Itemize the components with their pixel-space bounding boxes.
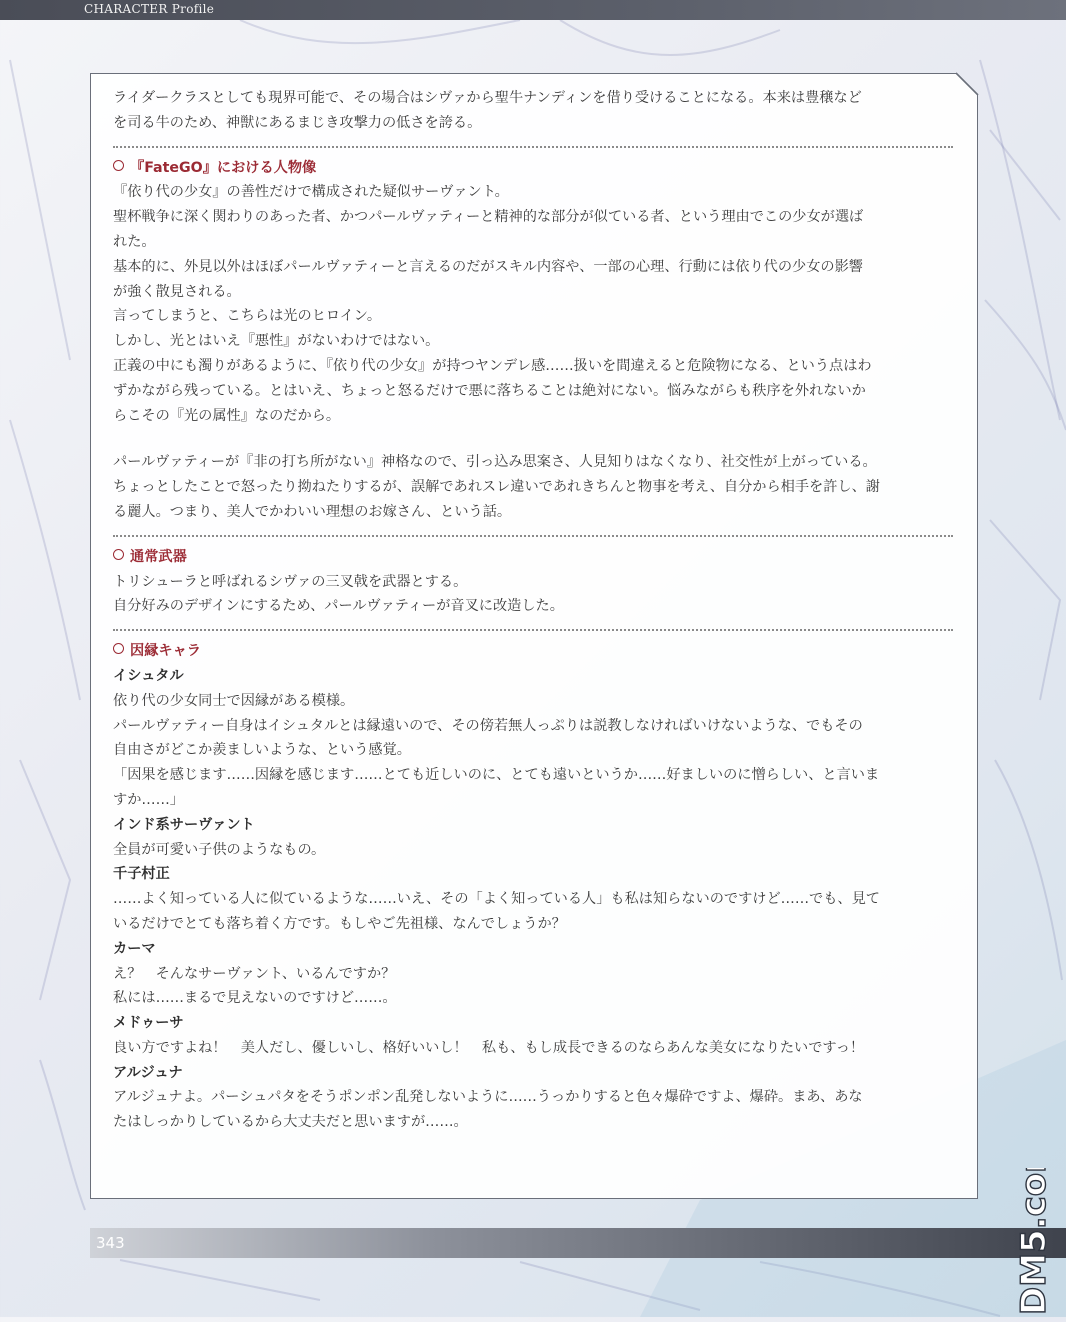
relation-name: 千子村正 xyxy=(113,866,170,883)
body-line: が強く散見される。 xyxy=(113,283,241,300)
body-line: 自分好みのデザインにするため、パールヴァティーが音叉に改造した。 xyxy=(113,598,564,615)
panel-corner-cut xyxy=(954,72,980,98)
dotted-divider xyxy=(113,146,953,148)
section-heading-text: 因縁キャラ xyxy=(130,643,201,660)
watermark-text: DM5.com xyxy=(1014,1168,1054,1315)
body-line: 『依り代の少女』の善性だけで構成された疑似サーヴァント。 xyxy=(113,184,509,201)
section-label: CHARACTER Profile xyxy=(84,2,215,16)
relation-name: メドゥーサ xyxy=(113,1015,184,1032)
body-line: アルジュナよ。パーシュパタをそうポンポン乱発しないように……うっかりすると色々爆砕ですよ、爆砕。まあ、あな xyxy=(113,1089,863,1106)
relation-name: イシュタル xyxy=(113,667,184,684)
body-line: たはしっかりしているから大丈夫だと思いますが……。 xyxy=(113,1114,468,1131)
relation-name: アルジュナ xyxy=(113,1064,183,1081)
section-heading-weapon xyxy=(113,545,953,570)
body-line: パールヴァティーが『非の打ち所がない』神格なので、引っ込み思案さ、人見知りはなくなり、社交性が上がっている。 xyxy=(113,454,877,471)
body-line: 基本的に、外見以外はほぼパールヴァティーと言えるのだがスキル内容や、一部の心理、行動には依り代の少女の影響 xyxy=(113,258,863,275)
relation-name: カーマ xyxy=(113,940,156,957)
body-line: しかし、光とはいえ『悪性』がないわけではない。 xyxy=(113,333,440,350)
body-line: え？ そんなサーヴァント、いるんですか？ xyxy=(113,965,396,982)
body-line: 依り代の少女同士で因縁がある模様。 xyxy=(113,692,355,709)
site-watermark xyxy=(1003,1168,1063,1318)
circle-bullet-icon xyxy=(113,643,124,654)
body-line: いるだけでとても落ち着く方です。もしやご先祖様、なんでしょうか？ xyxy=(113,915,566,932)
footer-bar xyxy=(90,1228,1066,1258)
section-heading-text: 『FateGO』における人物像 xyxy=(130,159,317,176)
body-line: らこその『光の属性』なのだから。 xyxy=(113,407,341,424)
body-line: すか……」 xyxy=(113,791,184,808)
profile-text xyxy=(113,86,953,1135)
dotted-divider xyxy=(113,629,953,631)
paragraph-gap xyxy=(113,428,953,450)
body-line: トリシューラと呼ばれるシヴァの三叉戟を武器とする。 xyxy=(113,573,468,590)
body-line: パールヴァティー自身はイシュタルとは縁遠いので、その傍若無人っぷりは説教しなければいけないような、でもその xyxy=(113,717,863,734)
body-line: 自由さがどこか羨ましいような、という感覚。 xyxy=(113,742,411,759)
section-heading-relations xyxy=(113,639,953,664)
body-line: 全員が可愛い子供のようなもの。 xyxy=(113,841,326,858)
circle-bullet-icon xyxy=(113,160,124,171)
body-line: 私には……まるで見えないのですけど……。 xyxy=(113,990,397,1007)
section-heading-fatego xyxy=(113,156,953,181)
body-line: ちょっとしたことで怒ったり拗ねたりするが、誤解であれスレ違いであれきちんと物事を考え、自分から相手を許し、謝 xyxy=(113,479,880,496)
intro-line: を司る牛のため、神獣にあるまじき攻撃力の低さを誇る。 xyxy=(113,114,482,131)
body-line: ……よく知っている人に似ているような……いえ、その「よく知っている人」も私は知らないのですけど……でも、見て xyxy=(113,891,880,908)
body-line: 言ってしまうと、こちらは光のヒロイン。 xyxy=(113,308,382,325)
circle-bullet-icon xyxy=(113,549,124,560)
body-line: れた。 xyxy=(113,233,156,250)
body-line: 正義の中にも濁りがあるように、『依り代の少女』が持つヤンデレ感……扱いを間違えると危険物になる、という点はわ xyxy=(113,357,872,374)
body-line: 「因果を感じます……因縁を感じます……とても近しいのに、とても遠いというか……好ましいのに憎らしい、と言いま xyxy=(113,767,880,784)
dotted-divider xyxy=(113,535,953,537)
body-line: ずかながら残っている。とはいえ、ちょっと怒るだけで悪に落ちることは絶対にない。悩みながらも秩序を外れないか xyxy=(113,382,866,399)
intro-line: ライダークラスとしても現界可能で、その場合はシヴァから聖牛ナンディンを借り受けることになる。本来は豊穣など xyxy=(113,90,862,106)
body-line: 聖杯戦争に深く関わりのあった者、かつパールヴァティーと精神的な部分が似ている者、という理由でこの少女が選ば xyxy=(113,209,864,226)
section-heading-text: 通常武器 xyxy=(130,548,187,565)
relation-name: インド系サーヴァント xyxy=(113,816,255,833)
body-line: る麗人。つまり、美人でかわいい理想のお嫁さん、という話。 xyxy=(113,503,512,520)
page-number: 343 xyxy=(96,1234,125,1252)
body-line: 良い方ですよね！ 美人だし、優しいし、格好いいし！ 私も、もし成長できるのならあんな美女になりたいですっ！ xyxy=(113,1039,865,1056)
